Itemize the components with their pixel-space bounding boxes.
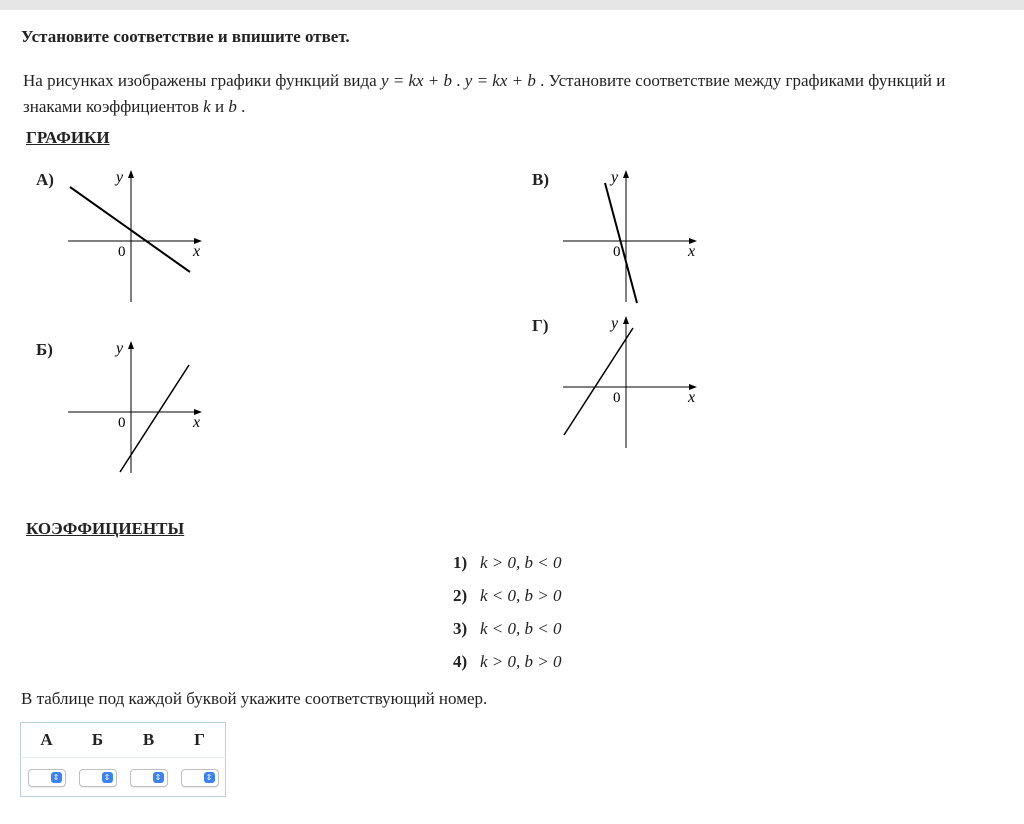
answer-cell [21,758,73,797]
graph-d [555,311,705,453]
statement-text: . Установите соответствие между графиками функций и знаками коэффициентов [23,71,946,116]
coefficient-option-4 [453,652,562,672]
graph-line [605,183,637,303]
x-axis-label: x [193,414,201,431]
origin-label: 0 [613,244,621,260]
answer-header-row [21,723,226,758]
graph-line [70,187,190,272]
option-text: k > 0, b < 0 [480,553,562,572]
coefficient-k: k [203,97,211,116]
option-number: 1) [453,553,468,572]
y-axis-arrow [128,341,134,349]
x-axis-label: x [193,243,201,260]
problem-statement [23,68,1008,120]
graph-c-label: В) [532,170,549,189]
y-axis-arrow [128,170,134,178]
column-a-header: А [21,723,73,758]
answer-table [20,722,226,797]
origin-label: 0 [118,415,126,431]
up-down-chevron-icon: ⇕ [153,772,164,783]
answer-select-a[interactable] [28,769,66,787]
answer-select-c[interactable] [130,769,168,787]
origin-label: 0 [613,390,621,406]
statement-text: . [452,71,465,90]
column-c-header: В [123,723,174,758]
top-bar [0,0,1024,10]
answer-cell [174,758,226,797]
formula: y = kx + b [464,71,536,90]
answer-cell [72,758,123,797]
origin-label: 0 [118,244,126,260]
statement-text: . [236,97,246,116]
column-d-header: Г [174,723,226,758]
column-b-header: Б [72,723,123,758]
graphs-heading: ГРАФИКИ [26,128,110,147]
x-axis-label: x [688,243,696,260]
option-text: k < 0, b > 0 [480,586,562,605]
coefficient-option-3 [453,619,562,639]
coefficient-option-2 [453,586,562,606]
coefficient-option-1 [453,553,562,573]
graph-a [60,165,210,307]
option-text: k > 0, b > 0 [480,652,562,671]
coefficients-heading: КОЭФФИЦИЕНТЫ [26,519,185,538]
statement-text: и [210,97,229,116]
y-axis-arrow [623,170,629,178]
graph-c [555,165,705,307]
y-axis-label: y [611,169,619,186]
graph-b-label: Б) [36,340,53,359]
answer-cell [123,758,174,797]
option-number: 2) [453,586,468,605]
option-text: k < 0, b < 0 [480,619,562,638]
graph-line [120,365,189,472]
y-axis-arrow [623,316,629,324]
option-number: 3) [453,619,468,638]
graph-line [564,328,633,435]
coefficient-b: b [228,97,237,116]
y-axis-label: y [116,340,124,357]
formula: y = kx + b [380,71,453,90]
task-title: Установите соответствие и впишите ответ. [21,27,350,46]
answer-select-b[interactable] [79,769,117,787]
y-axis-label: y [116,169,124,186]
answer-select-row [21,758,226,797]
up-down-chevron-icon: ⇕ [204,772,215,783]
up-down-chevron-icon: ⇕ [102,772,113,783]
answer-instruction: В таблице под каждой буквой укажите соответствующий номер. [21,689,488,708]
graph-d-label: Г) [532,316,549,335]
graph-a-label: А) [36,170,54,189]
x-axis-label: x [688,389,696,406]
up-down-chevron-icon: ⇕ [51,772,62,783]
graph-b [60,336,210,478]
answer-select-d[interactable] [181,769,219,787]
y-axis-label: y [611,315,619,332]
option-number: 4) [453,652,468,671]
statement-text: На рисунках изображены графики функций вида [23,71,381,90]
